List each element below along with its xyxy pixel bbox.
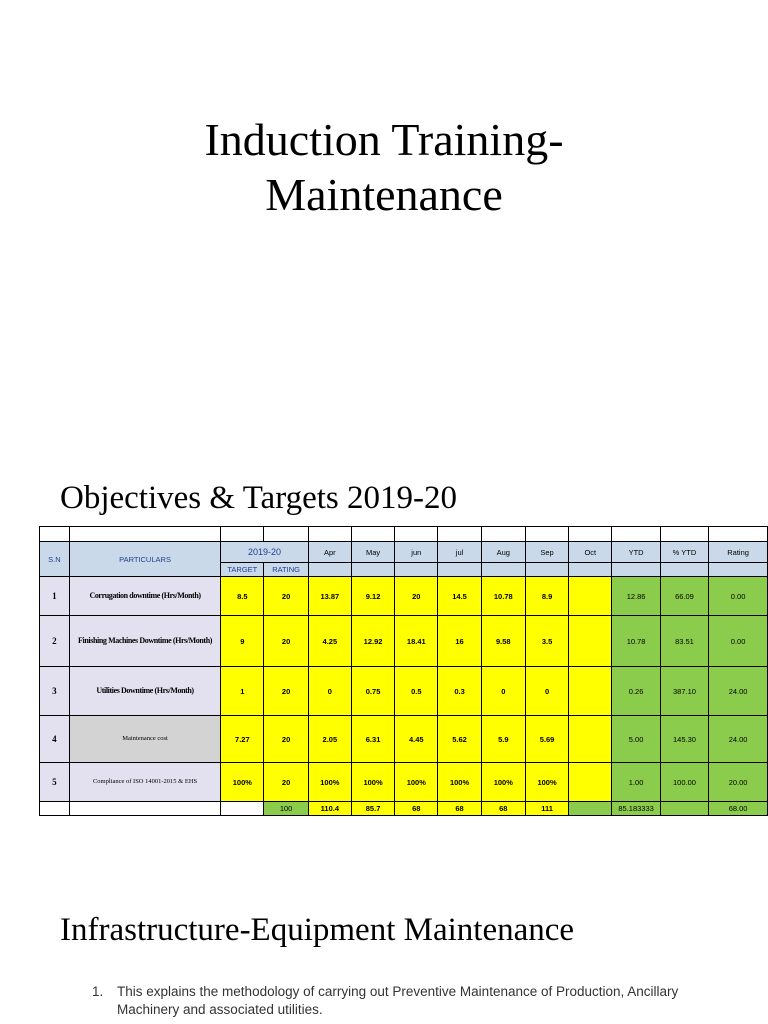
- row-final-rating: 24.00: [709, 716, 768, 763]
- header-particulars: PARTICULARS: [69, 542, 220, 577]
- objectives-heading: Objectives & Targets 2019-20: [60, 480, 457, 516]
- table-empty-row: [40, 527, 768, 542]
- header-rating-weight: RATING: [264, 563, 308, 577]
- row-final-rating: 24.00: [709, 667, 768, 716]
- row-target: 1: [221, 667, 264, 716]
- total-month: 68: [395, 802, 438, 816]
- total-ytd: 85.183333: [612, 802, 660, 816]
- header-rating: Rating: [709, 542, 768, 563]
- list-item: [92, 983, 732, 1019]
- row-month: 9.58: [481, 616, 525, 667]
- row-ytd: 5.00: [612, 716, 660, 763]
- row-target: 100%: [221, 763, 264, 802]
- table-row: [40, 716, 768, 763]
- row-month: 0: [308, 667, 351, 716]
- row-month: 9.12: [351, 577, 394, 616]
- header-ytd: YTD: [612, 542, 660, 563]
- total-month: [569, 802, 612, 816]
- row-pct-ytd: 100.00: [660, 763, 708, 802]
- row-month: [569, 616, 612, 667]
- objectives-table: [39, 526, 768, 816]
- header-month: jun: [395, 542, 438, 563]
- header-pct-ytd: % YTD: [660, 542, 708, 563]
- row-month: 4.25: [308, 616, 351, 667]
- header-month: Sep: [525, 542, 568, 563]
- row-sn: 5: [40, 763, 70, 802]
- row-month: 2.05: [308, 716, 351, 763]
- total-final-rating: 68.00: [709, 802, 768, 816]
- row-month: 100%: [351, 763, 394, 802]
- row-month: 18.41: [395, 616, 438, 667]
- numbered-list: [92, 983, 732, 1019]
- infrastructure-heading: Infrastructure-Equipment Maintenance: [60, 912, 575, 948]
- row-rating: 20: [264, 667, 308, 716]
- row-pct-ytd: 387.10: [660, 667, 708, 716]
- row-month: 100%: [525, 763, 568, 802]
- total-month: 85.7: [351, 802, 394, 816]
- row-month: 0: [525, 667, 568, 716]
- header-target: TARGET: [221, 563, 264, 577]
- header-month: Aug: [481, 542, 525, 563]
- row-target: 8.5: [221, 577, 264, 616]
- row-month: 100%: [438, 763, 481, 802]
- row-month: 0.5: [395, 667, 438, 716]
- total-month: 68: [438, 802, 481, 816]
- row-ytd: 10.78: [612, 616, 660, 667]
- total-rating: 100: [264, 802, 308, 816]
- row-month: 12.92: [351, 616, 394, 667]
- total-month: 68: [481, 802, 525, 816]
- row-pct-ytd: 66.09: [660, 577, 708, 616]
- title-line-1: Induction Training-: [204, 114, 564, 165]
- row-month: 13.87: [308, 577, 351, 616]
- header-month: May: [351, 542, 394, 563]
- row-month: 20: [395, 577, 438, 616]
- row-sn: 3: [40, 667, 70, 716]
- row-month: 0: [481, 667, 525, 716]
- page-title: [0, 112, 768, 222]
- table-header-row: [40, 542, 768, 563]
- row-ytd: 0.26: [612, 667, 660, 716]
- row-final-rating: 20.00: [709, 763, 768, 802]
- row-rating: 20: [264, 616, 308, 667]
- row-month: 0.75: [351, 667, 394, 716]
- table-row: [40, 577, 768, 616]
- table-totals-row: [40, 802, 768, 816]
- row-month: 5.62: [438, 716, 481, 763]
- row-ytd: 12.86: [612, 577, 660, 616]
- row-month: 5.69: [525, 716, 568, 763]
- row-rating: 20: [264, 763, 308, 802]
- total-month: 111: [525, 802, 568, 816]
- row-particular: Maintenance cost: [69, 716, 220, 763]
- total-pct-ytd: [660, 802, 708, 816]
- header-month: jul: [438, 542, 481, 563]
- row-month: 14.5: [438, 577, 481, 616]
- row-sn: 1: [40, 577, 70, 616]
- table-row: [40, 667, 768, 716]
- row-sn: 2: [40, 616, 70, 667]
- row-month: 8.9: [525, 577, 568, 616]
- row-target: 9: [221, 616, 264, 667]
- header-month: Oct: [569, 542, 612, 563]
- row-rating: 20: [264, 577, 308, 616]
- row-rating: 20: [264, 716, 308, 763]
- row-particular: Corrugation downtime (Hrs/Month): [69, 577, 220, 616]
- row-month: 3.5: [525, 616, 568, 667]
- row-pct-ytd: 145.30: [660, 716, 708, 763]
- row-month: 100%: [395, 763, 438, 802]
- row-particular: Utilities Downtime (Hrs/Month): [69, 667, 220, 716]
- header-sn: S.N: [40, 542, 70, 577]
- row-month: 0.3: [438, 667, 481, 716]
- row-final-rating: 0.00: [709, 577, 768, 616]
- row-month: [569, 716, 612, 763]
- list-item-text: This explains the methodology of carrying out Preventive Maintenance of Production, Ancillary Machinery and associated utilities.: [117, 984, 679, 1017]
- table-row: [40, 763, 768, 802]
- row-month: [569, 763, 612, 802]
- row-month: 100%: [308, 763, 351, 802]
- row-month: [569, 667, 612, 716]
- title-line-2: Maintenance: [265, 169, 503, 220]
- list-item-number: 1.: [92, 984, 104, 999]
- row-particular: Compliance of ISO 14001-2015 & EHS: [69, 763, 220, 802]
- row-final-rating: 0.00: [709, 616, 768, 667]
- total-month: 110.4: [308, 802, 351, 816]
- row-month: 4.45: [395, 716, 438, 763]
- row-month: 16: [438, 616, 481, 667]
- row-month: 6.31: [351, 716, 394, 763]
- header-year: 2019-20: [221, 542, 309, 563]
- row-pct-ytd: 83.51: [660, 616, 708, 667]
- row-month: 10.78: [481, 577, 525, 616]
- row-month: 100%: [481, 763, 525, 802]
- row-month: 5.9: [481, 716, 525, 763]
- header-month: Apr: [308, 542, 351, 563]
- row-target: 7.27: [221, 716, 264, 763]
- row-particular: Finishing Machines Downtime (Hrs/Month): [69, 616, 220, 667]
- row-ytd: 1.00: [612, 763, 660, 802]
- row-month: [569, 577, 612, 616]
- row-sn: 4: [40, 716, 70, 763]
- table-row: [40, 616, 768, 667]
